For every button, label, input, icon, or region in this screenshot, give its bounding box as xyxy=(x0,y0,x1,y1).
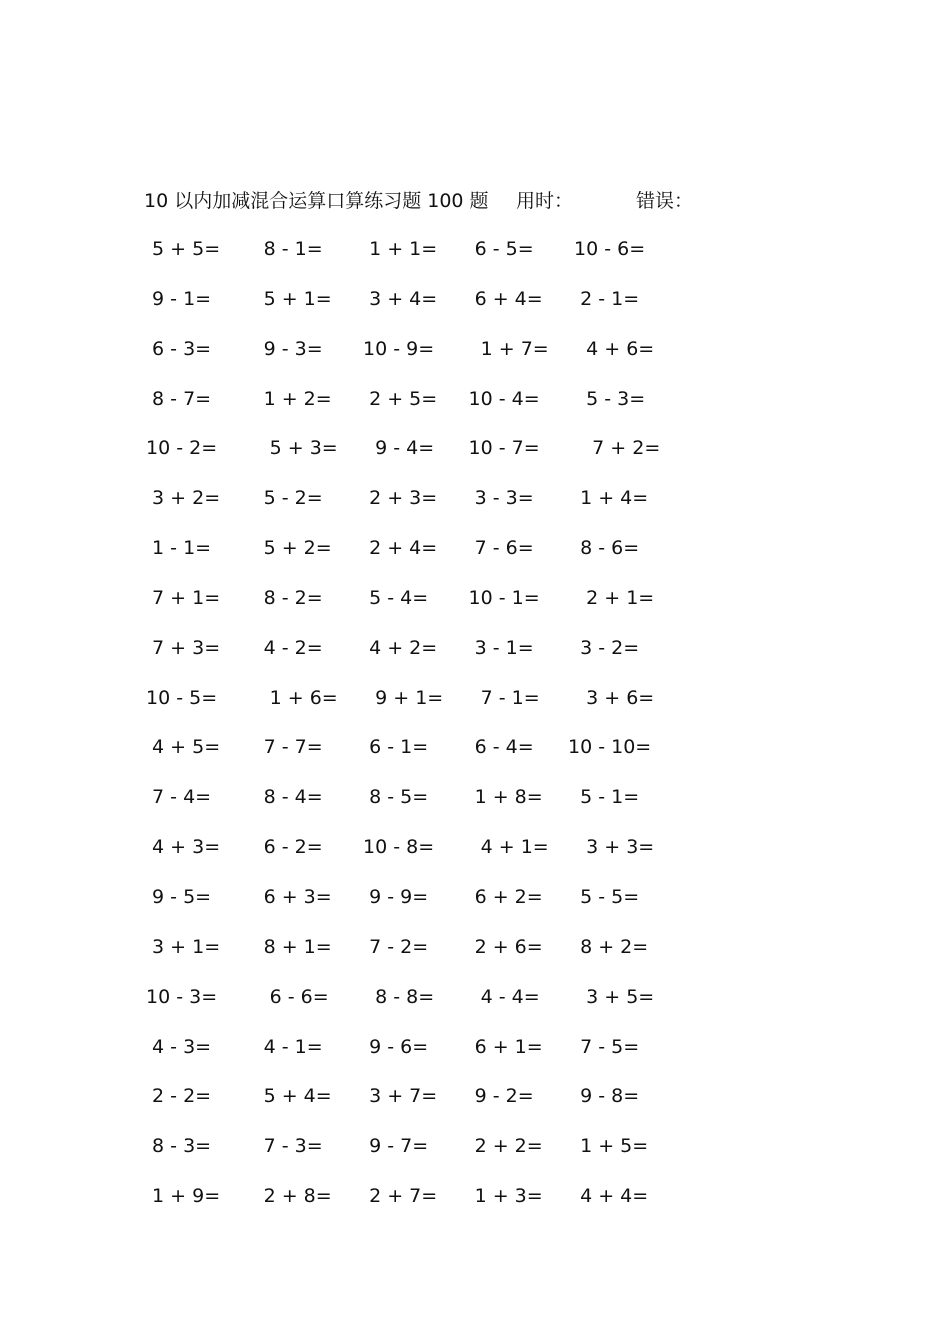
problem-row xyxy=(146,282,706,332)
math-problem: 9 - 2= xyxy=(462,1085,534,1108)
math-problem: 3 + 4= xyxy=(357,287,438,310)
math-problem: 7 + 3= xyxy=(146,636,221,659)
problem-row xyxy=(146,631,706,681)
math-problem: 2 + 6= xyxy=(462,935,543,958)
math-problem: 9 - 3= xyxy=(251,337,323,360)
math-problem: 3 + 1= xyxy=(146,935,221,958)
math-problem: 4 + 2= xyxy=(357,636,438,659)
problem-row xyxy=(146,980,706,1030)
math-problem: 9 - 9= xyxy=(357,885,429,908)
math-problem: 6 + 1= xyxy=(462,1035,543,1058)
math-problem: 6 - 2= xyxy=(251,836,323,859)
problem-row xyxy=(146,830,706,880)
math-problem: 2 + 7= xyxy=(357,1185,438,1208)
math-problem: 6 - 6= xyxy=(251,985,329,1008)
math-problem: 1 + 1= xyxy=(357,238,438,260)
math-problem: 3 - 1= xyxy=(462,636,534,659)
math-problem: 10 - 6= xyxy=(568,238,646,260)
math-problem: 7 - 7= xyxy=(251,736,323,759)
math-problem: 2 - 1= xyxy=(568,287,640,310)
math-problem: 7 - 1= xyxy=(462,686,540,709)
problem-row xyxy=(146,431,706,481)
math-problem: 9 - 4= xyxy=(357,437,435,460)
math-problem: 3 + 3= xyxy=(568,836,655,859)
math-problem: 4 - 4= xyxy=(462,985,540,1008)
problem-row xyxy=(146,730,706,780)
math-problem: 4 - 3= xyxy=(146,1035,212,1058)
math-problem: 4 + 3= xyxy=(146,836,221,859)
math-problem: 4 - 2= xyxy=(251,636,323,659)
math-problem: 6 - 4= xyxy=(462,736,534,759)
math-problem: 7 - 4= xyxy=(146,786,212,809)
math-problem: 1 + 9= xyxy=(146,1185,221,1208)
math-problem: 6 - 5= xyxy=(462,238,534,260)
math-problem: 2 + 5= xyxy=(357,387,438,410)
math-problem: 5 - 3= xyxy=(568,387,646,410)
math-problem: 8 - 1= xyxy=(251,238,323,260)
math-problem: 8 - 5= xyxy=(357,786,429,809)
problem-row xyxy=(146,531,706,581)
math-problem: 7 - 5= xyxy=(568,1035,640,1058)
math-problem: 8 - 4= xyxy=(251,786,323,809)
math-problem: 4 + 4= xyxy=(568,1185,649,1208)
math-problem: 3 + 2= xyxy=(146,487,221,510)
math-problem: 5 + 2= xyxy=(251,537,332,560)
math-problem: 5 - 2= xyxy=(251,487,323,510)
math-problem: 8 - 6= xyxy=(568,537,640,560)
math-problem: 9 + 1= xyxy=(357,686,444,709)
math-problem: 10 - 3= xyxy=(146,985,218,1008)
math-problem: 8 - 8= xyxy=(357,985,435,1008)
math-problem: 5 - 5= xyxy=(568,885,640,908)
problem-row xyxy=(146,780,706,830)
math-problem: 4 - 1= xyxy=(251,1035,323,1058)
math-problem: 10 - 7= xyxy=(462,437,540,460)
math-problem: 1 + 2= xyxy=(251,387,332,410)
math-problem: 8 + 1= xyxy=(251,935,332,958)
math-problem: 8 - 2= xyxy=(251,586,323,609)
math-problem: 3 + 6= xyxy=(568,686,655,709)
math-problem: 4 + 6= xyxy=(568,337,655,360)
math-problem: 7 + 2= xyxy=(568,437,661,460)
math-problem: 3 - 3= xyxy=(462,487,534,510)
math-problem: 8 - 3= xyxy=(146,1135,212,1158)
problem-row xyxy=(146,481,706,531)
math-problem: 7 + 1= xyxy=(146,586,221,609)
math-problem: 1 + 4= xyxy=(568,487,649,510)
math-problem: 2 + 4= xyxy=(357,537,438,560)
math-problem: 9 - 5= xyxy=(146,885,212,908)
problem-row xyxy=(146,681,706,731)
math-problem: 6 + 3= xyxy=(251,885,332,908)
math-problem: 9 - 7= xyxy=(357,1135,429,1158)
math-problem: 5 - 1= xyxy=(568,786,640,809)
math-problem: 7 - 6= xyxy=(462,537,534,560)
math-problem: 9 - 6= xyxy=(357,1035,429,1058)
math-problem: 10 - 1= xyxy=(462,586,540,609)
problem-row xyxy=(146,382,706,432)
error-count-label: 错误： xyxy=(636,190,694,212)
time-used-label: 用时： xyxy=(516,190,574,212)
problem-row xyxy=(146,581,706,631)
math-problem: 10 - 10= xyxy=(568,736,652,759)
math-problem: 1 + 8= xyxy=(462,786,543,809)
math-problem: 10 - 2= xyxy=(146,437,218,460)
problem-row xyxy=(146,1129,706,1179)
math-problem: 2 + 3= xyxy=(357,487,438,510)
math-problem: 2 + 8= xyxy=(251,1185,332,1208)
math-problem: 2 + 2= xyxy=(462,1135,543,1158)
math-problem: 3 - 2= xyxy=(568,636,640,659)
math-problem: 1 + 5= xyxy=(568,1135,649,1158)
math-problem: 5 + 4= xyxy=(251,1085,332,1108)
math-problem: 7 - 2= xyxy=(357,935,429,958)
math-problem: 8 - 7= xyxy=(146,387,212,410)
math-problem: 5 + 1= xyxy=(251,287,332,310)
math-problem: 6 + 4= xyxy=(462,287,543,310)
math-problem: 10 - 9= xyxy=(357,337,435,360)
problem-row xyxy=(146,930,706,980)
math-problem: 3 + 7= xyxy=(357,1085,438,1108)
math-problem: 3 + 5= xyxy=(568,985,655,1008)
problem-row xyxy=(146,332,706,382)
worksheet-title: 10 以内加减混合运算口算练习题 100 题 xyxy=(144,190,489,212)
math-problem: 10 - 8= xyxy=(357,836,435,859)
math-problem: 5 + 5= xyxy=(146,238,221,260)
problem-row xyxy=(146,1179,706,1229)
problem-row xyxy=(146,232,706,282)
math-problem: 10 - 4= xyxy=(462,387,540,410)
math-problem: 1 + 6= xyxy=(251,686,338,709)
math-problem: 9 - 1= xyxy=(146,287,212,310)
math-problem: 4 + 5= xyxy=(146,736,221,759)
math-problem: 6 - 3= xyxy=(146,337,212,360)
math-problem: 5 + 3= xyxy=(251,437,338,460)
math-problem: 6 + 2= xyxy=(462,885,543,908)
math-problem: 1 + 3= xyxy=(462,1185,543,1208)
math-problem: 5 - 4= xyxy=(357,586,429,609)
math-problem: 4 + 1= xyxy=(462,836,549,859)
problem-row xyxy=(146,1079,706,1129)
problem-grid xyxy=(146,232,706,1229)
math-problem: 7 - 3= xyxy=(251,1135,323,1158)
math-problem: 10 - 5= xyxy=(146,686,218,709)
problem-row xyxy=(146,880,706,930)
math-problem: 2 - 2= xyxy=(146,1085,212,1108)
math-problem: 1 - 1= xyxy=(146,537,212,560)
math-problem: 1 + 7= xyxy=(462,337,549,360)
math-problem: 8 + 2= xyxy=(568,935,649,958)
problem-row xyxy=(146,1030,706,1080)
math-problem: 2 + 1= xyxy=(568,586,655,609)
math-problem: 6 - 1= xyxy=(357,736,429,759)
math-problem: 9 - 8= xyxy=(568,1085,640,1108)
